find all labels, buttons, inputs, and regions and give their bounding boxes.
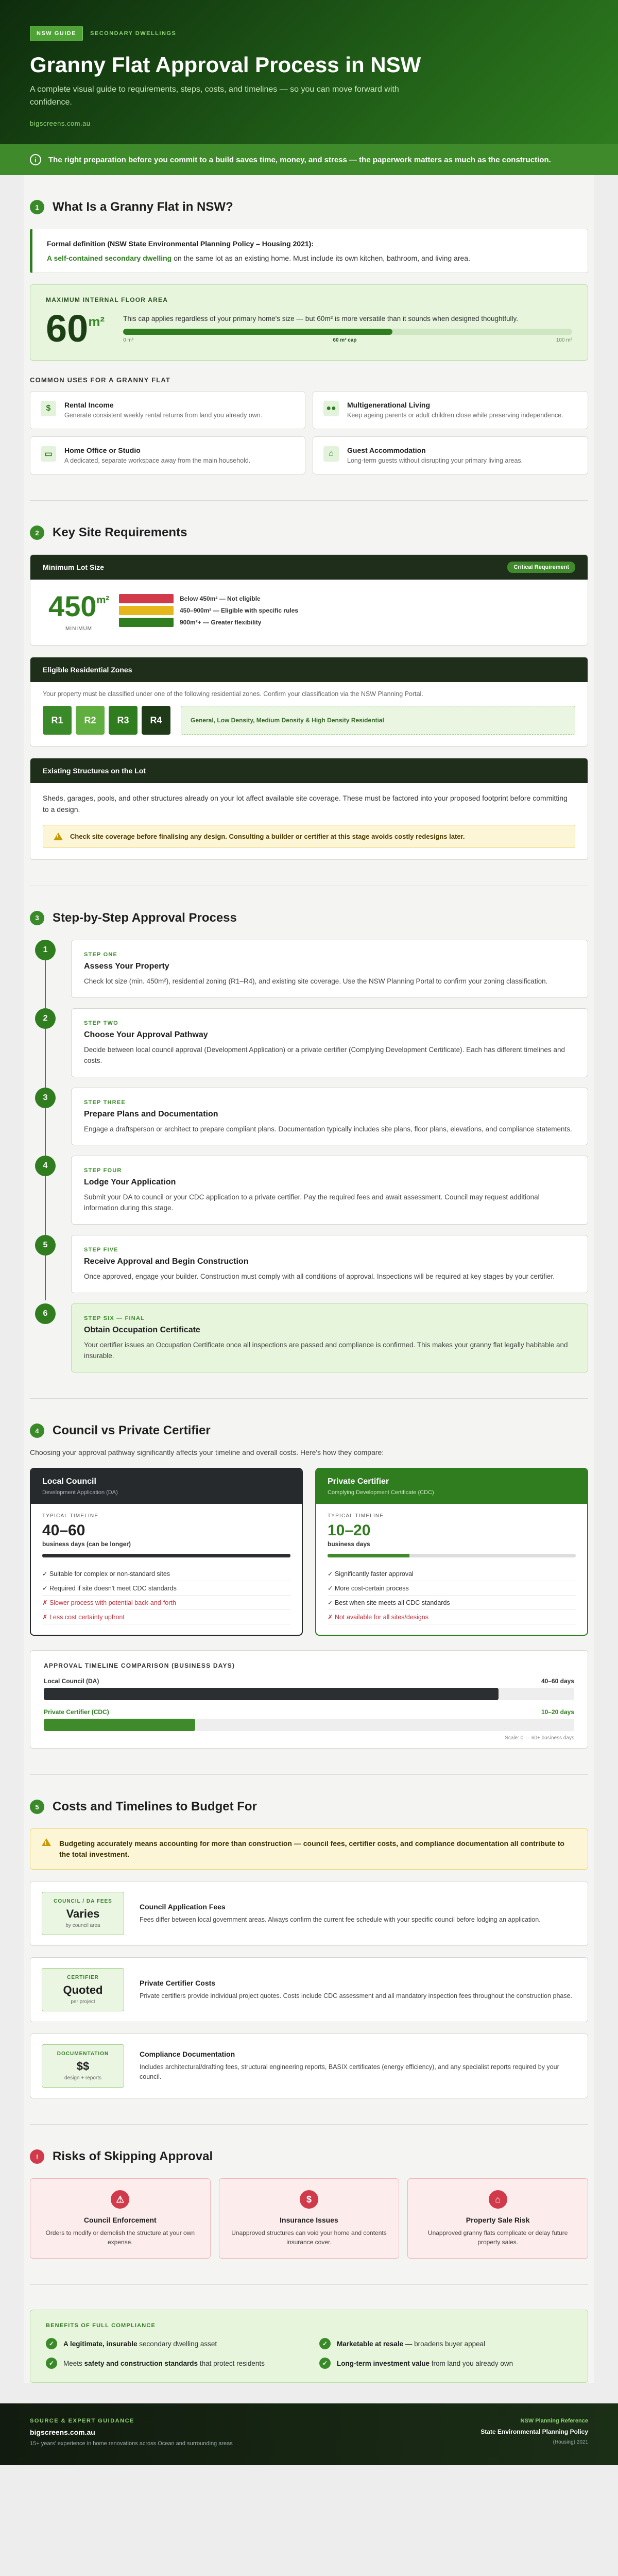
option-name: Private Certifier (328, 1477, 389, 1486)
step-desc: Check lot size (min. 450m²), residential zoning (R1–R4), and existing site coverage. Use the NSW Planning Portal to confirm your zoning classification. (84, 977, 548, 985)
step-label: STEP FIVE (84, 1247, 118, 1253)
check-icon: ✓ (46, 2338, 57, 2349)
timeline-value: 10–20 (328, 1522, 371, 1539)
page-subtitle: A complete visual guide to requirements, steps, costs, and timelines — so you can move forward with confidence. (30, 85, 399, 107)
floor-area-label: MAXIMUM INTERNAL FLOOR AREA (46, 296, 168, 303)
benefit-rest: secondary dwelling asset (137, 2340, 217, 2348)
scale-note: Scale: 0 — 60+ business days (505, 1735, 574, 1741)
use-title: Home Office or Studio (64, 446, 141, 454)
section-title: Council vs Private Certifier (53, 1423, 211, 1438)
warning-icon: ! (42, 1838, 51, 1846)
risk-card (407, 2178, 588, 2259)
cost-tag-note: by council area (65, 1923, 100, 1929)
floor-area-text: This cap applies regardless of your primary home's size — but 60m² is more versatile than it sounds when designed thoughtfully. (123, 314, 519, 323)
footer-reference-label: NSW Planning Reference (520, 2418, 588, 2425)
section-risks (30, 2125, 588, 2285)
step-label: STEP THREE (84, 1099, 126, 1106)
timeline-bar-fill (42, 1554, 290, 1557)
check-icon: ✓ (319, 2338, 331, 2349)
lot-swatch (119, 606, 174, 615)
lot-row-label: 900m²+ — Greater flexibility (180, 619, 262, 626)
step-title: Assess Your Property (84, 961, 169, 971)
step-title: Lodge Your Application (84, 1178, 176, 1187)
benefit-item (46, 2358, 299, 2369)
zone-r4: R4 (142, 706, 170, 735)
risk-desc: Orders to modify or demolish the structure at your own expense. (45, 2229, 195, 2246)
step-item-final (30, 1303, 588, 1372)
comparison-point: ✓ Best when site meets all CDC standards (328, 1596, 576, 1610)
section-title: Step-by-Step Approval Process (53, 910, 237, 925)
definition-box (30, 229, 588, 273)
benefit-bold: Marketable at resale (337, 2340, 404, 2348)
cost-item (30, 2033, 588, 2098)
banner-text: The right preparation before you commit to a build saves time, money, and stress — the paperwork matters as much as the construction. (48, 155, 551, 164)
dollar-icon: $ (300, 2190, 318, 2209)
risk-desc: Unapproved structures can void your home and contents insurance cover. (231, 2229, 387, 2246)
benefit-rest: from land you already own (430, 2359, 513, 2367)
timeline-label: TYPICAL TIMELINE (328, 1513, 384, 1519)
definition-text (47, 254, 573, 262)
risk-title: Council Enforcement (83, 2216, 157, 2225)
benefit-bold: A legitimate, insurable (63, 2340, 138, 2348)
timeline-bar (328, 1554, 576, 1557)
risks-grid (30, 2178, 588, 2259)
timeline-bar (42, 1554, 290, 1557)
card-title: Minimum Lot Size (43, 563, 104, 571)
benefits-card (30, 2310, 588, 2383)
home-icon: ⌂ (323, 446, 339, 462)
dollar-icon: $ (41, 401, 56, 416)
scale-cap: 60 m² cap (333, 337, 357, 343)
use-card (313, 391, 588, 429)
risk-title: Property Sale Risk (466, 2216, 530, 2225)
budget-warning-text: Budgeting accurately means accounting for more than construction — council fees, certifier costs, and compliance documentation all contribute to the total investment. (59, 1839, 564, 1859)
cost-tag-note: design + reports (64, 2075, 101, 2081)
use-card (30, 436, 305, 474)
use-title: Multigenerational Living (347, 401, 431, 409)
use-title: Guest Accommodation (347, 446, 426, 454)
lot-swatch (119, 618, 174, 627)
risk-card (219, 2178, 400, 2259)
lot-row-label: 450–900m² — Eligible with specific rules (180, 607, 299, 614)
lot-value-unit: m² (96, 595, 109, 606)
option-name: Local Council (42, 1477, 96, 1486)
footer-reference-title: State Environmental Planning Policy (480, 2428, 588, 2436)
uses-grid (30, 391, 588, 474)
lot-min-value (46, 592, 112, 632)
council-card (30, 1468, 303, 1636)
private-list (328, 1567, 576, 1624)
family-icon: ●● (323, 401, 339, 416)
step-number: 4 (35, 1156, 56, 1176)
step-title: Prepare Plans and Documentation (84, 1109, 218, 1118)
section-title: What Is a Granny Flat in NSW? (53, 200, 233, 214)
section-site-requirements (30, 501, 588, 886)
use-desc: Keep ageing parents or adult children close while preserving independence. (347, 412, 563, 419)
step-desc: Once approved, engage your builder. Construction must comply with all conditions of approval. Inspections will be required at key stages by your certifier. (84, 1273, 555, 1281)
timeline-label: TYPICAL TIMELINE (42, 1513, 99, 1519)
lot-row (119, 618, 298, 627)
main-content (24, 175, 594, 2383)
check-icon: ✓ (46, 2358, 57, 2369)
section-what-is (30, 175, 588, 501)
risk-card (30, 2178, 211, 2259)
timeline-unit: business days (328, 1540, 370, 1548)
timeline-bar-fill (328, 1554, 409, 1557)
definition-highlight: A self-contained secondary dwelling (47, 254, 172, 262)
definition-title: Formal definition (NSW State Environmental Planning Policy – Housing 2021): (47, 240, 314, 248)
lot-swatch (119, 594, 174, 603)
step-number: 2 (35, 1008, 56, 1029)
cost-item (30, 1957, 588, 2022)
floor-area-scale (123, 337, 572, 343)
step-title: Choose Your Approval Pathway (84, 1030, 208, 1039)
use-title: Rental Income (64, 401, 114, 409)
cost-desc: Includes architectural/drafting fees, structural engineering reports, BASIX certificates (energy efficiency), and any specialist reports required by your council. (140, 2063, 559, 2081)
step-item (30, 940, 588, 998)
section-steps (30, 886, 588, 1399)
benefit-bold: safety and construction standards (84, 2359, 198, 2367)
benefit-pre: Meets (63, 2359, 84, 2367)
footer-note: 15+ years' experience in home renovations across Ocean and surrounding areas (30, 2441, 233, 2447)
section-number: 5 (30, 1800, 44, 1814)
benefit-bold: Long-term investment value (337, 2359, 430, 2367)
bar-row (44, 1677, 574, 1700)
cost-desc: Fees differ between local government areas. Always confirm the current fee schedule with your specific council before lodging an application. (140, 1916, 541, 1923)
footer (0, 2403, 618, 2465)
zones-intro: Your property must be classified under one of the following residential zones. Confirm your classification via the NSW Planning Portal. (43, 690, 423, 698)
card-title: Existing Structures on the Lot (43, 767, 146, 775)
alert-icon: ⚠ (111, 2190, 129, 2209)
floor-area-card (30, 284, 588, 361)
category-label: SECONDARY DWELLINGS (90, 30, 177, 37)
footer-reference-year: (Housing) 2021 (553, 2439, 588, 2446)
comparison-grid (30, 1468, 588, 1636)
step-item (30, 1008, 588, 1077)
lot-legend (119, 594, 298, 630)
use-desc: A dedicated, separate workspace away from the main household. (64, 457, 251, 464)
timeline-value: 40–60 (42, 1522, 85, 1539)
use-card (313, 436, 588, 474)
step-item (30, 1235, 588, 1293)
definition-rest: on the same lot as an existing home. Must include its own kitchen, bathroom, and living area. (171, 254, 470, 262)
benefit-item (319, 2338, 572, 2349)
step-number: 5 (35, 1235, 56, 1256)
section-number: 2 (30, 526, 44, 540)
section-benefits (30, 2285, 588, 2383)
use-card (30, 391, 305, 429)
floor-value-unit: m² (88, 314, 105, 329)
step-desc: Decide between local council approval (Development Application) or a private certifier (Complying Development Certificate). Each has different timelines and costs. (84, 1045, 565, 1064)
lot-value-number: 450 (48, 590, 97, 622)
scale-max: 100 m² (556, 337, 572, 343)
cost-item (30, 1881, 588, 1946)
section-number: 3 (30, 911, 44, 925)
step-desc: Your certifier issues an Occupation Certificate once all inspections are passed and compliance is confirmed. This makes your granny flat legally habitable and insurable. (84, 1341, 568, 1360)
info-icon: i (30, 154, 41, 165)
cost-tag-label: DOCUMENTATION (57, 2051, 109, 2057)
hero (0, 0, 618, 144)
section-title: Key Site Requirements (53, 526, 187, 539)
benefits-heading: BENEFITS OF FULL COMPLIANCE (46, 2323, 156, 2329)
risk-title: Insurance Issues (280, 2216, 338, 2225)
step-item (30, 1156, 588, 1225)
timeline-comparison (30, 1650, 588, 1749)
card-title: Eligible Residential Zones (43, 666, 132, 674)
step-label: STEP SIX — FINAL (84, 1315, 145, 1322)
cost-tag (42, 1968, 124, 2011)
comparison-intro: Choosing your approval pathway significantly affects your timeline and overall costs. Here's how they compare: (30, 1448, 384, 1457)
lot-row (119, 606, 298, 615)
benefit-rest: that protect residents (198, 2359, 265, 2367)
floor-area-bar-fill (123, 329, 392, 335)
zone-r1: R1 (43, 706, 72, 735)
section-title: Risks of Skipping Approval (53, 2149, 213, 2164)
step-number: 1 (35, 940, 56, 960)
step-desc: Engage a draftsperson or architect to prepare compliant plans. Documentation typically includes site plans, floor plans, elevations, and compliance statements. (84, 1125, 572, 1133)
risk-desc: Unapproved granny flats complicate or delay future property sales. (427, 2229, 568, 2246)
benefit-item (46, 2338, 299, 2349)
section-costs (30, 1775, 588, 2125)
benefit-rest: — broadens buyer appeal (403, 2340, 486, 2348)
comparison-point: ✗ Not available for all sites/designs (328, 1610, 576, 1624)
uses-heading: COMMON USES FOR A GRANNY FLAT (30, 376, 171, 384)
cost-desc: Private certifiers provide individual project quotes. Costs include CDC assessment and all mandatory inspection fees throughout the construction phase. (140, 1992, 573, 1999)
lot-row (119, 594, 298, 603)
footer-site-link[interactable]: bigscreens.com.au (30, 2428, 95, 2437)
page-title: Granny Flat Approval Process in NSW (30, 53, 421, 77)
comparison-point: ✗ Slower process with potential back-and-forth (42, 1596, 290, 1610)
monitor-icon: ▭ (41, 446, 56, 462)
cost-tag-label: CERTIFIER (67, 1975, 99, 1981)
scale-min: 0 m² (123, 337, 134, 343)
timeline-unit: business days (can be longer) (42, 1540, 131, 1548)
step-desc: Submit your DA to council or your CDC application to a private certifier. Pay the required fees and await assessment. Council may request additional information during this stage. (84, 1193, 540, 1212)
lot-row-label: Below 450m² — Not eligible (180, 595, 261, 602)
cost-title: Private Certifier Costs (140, 1978, 216, 1987)
step-item (30, 1088, 588, 1146)
existing-text: Sheds, garages, pools, and other structures already on your lot affect available site coverage. These must be factored into your proposed footprint before committing to a design. (43, 794, 568, 814)
cost-title: Council Application Fees (140, 1902, 226, 1911)
alert-number: ! (30, 2149, 44, 2164)
certifier-bar (44, 1719, 195, 1731)
floor-area-bar (123, 329, 572, 335)
coverage-warning (43, 825, 575, 848)
cost-tag-value: Quoted (63, 1984, 103, 1997)
zone-r2: R2 (76, 706, 105, 735)
warning-text: Check site coverage before finalising any design. Consulting a builder or certifier at this stage avoids costly redesigns later. (70, 832, 465, 840)
bar-range: 40–60 days (541, 1677, 574, 1685)
floor-value-number: 60 (46, 307, 89, 350)
benefit-item (319, 2358, 572, 2369)
use-desc: Generate consistent weekly rental returns from land you already own. (64, 412, 263, 419)
step-title: Receive Approval and Begin Construction (84, 1257, 249, 1266)
critical-badge: Critical Requirement (507, 562, 575, 573)
use-desc: Long-term guests without disrupting your primary living areas. (347, 457, 523, 464)
step-label: STEP TWO (84, 1020, 118, 1026)
cost-tag (42, 2044, 124, 2088)
steps-timeline (30, 940, 588, 1372)
comparison-point: ✓ Suitable for complex or non-standard sites (42, 1567, 290, 1581)
step-title: Obtain Occupation Certificate (84, 1326, 200, 1335)
comparison-point: ✓ Required if site doesn't meet CDC standards (42, 1581, 290, 1596)
warning-icon: ! (54, 833, 63, 840)
footer-label: SOURCE & EXPERT GUIDANCE (30, 2418, 134, 2425)
zones-desc: General, Low Density, Medium Density & High Density Residential (181, 706, 575, 735)
bar-range: 10–20 days (541, 1708, 574, 1716)
option-sub: Complying Development Certificate (CDC) (328, 1489, 434, 1496)
lot-min-label: MINIMUM (65, 626, 92, 632)
cost-tag-value: Varies (66, 1907, 100, 1921)
section-number: 1 (30, 200, 44, 214)
cost-tag (42, 1892, 124, 1935)
cost-tag-value: $$ (76, 2060, 90, 2073)
option-sub: Development Application (DA) (42, 1489, 118, 1496)
budget-warning (30, 1828, 588, 1870)
bar-row (44, 1708, 574, 1731)
guide-badge: NSW GUIDE (30, 26, 83, 41)
check-icon: ✓ (319, 2358, 331, 2369)
section-number: 4 (30, 1423, 44, 1438)
cost-title: Compliance Documentation (140, 2050, 235, 2059)
section-comparison (30, 1399, 588, 1775)
cost-tag-label: COUNCIL / DA FEES (54, 1899, 112, 1905)
step-label: STEP ONE (84, 951, 118, 958)
private-certifier-card (315, 1468, 588, 1636)
zones-card (30, 657, 588, 747)
step-number: 6 (35, 1303, 56, 1324)
step-number: 3 (35, 1088, 56, 1108)
council-bar (44, 1688, 499, 1700)
step-label: STEP FOUR (84, 1167, 122, 1174)
bar-label: Private Certifier (CDC) (44, 1708, 109, 1716)
floor-area-value (46, 307, 105, 350)
comparison-point: ✓ Significantly faster approval (328, 1567, 576, 1581)
comparison-chart-title: APPROVAL TIMELINE COMPARISON (BUSINESS DAYS) (44, 1662, 235, 1670)
zone-r3: R3 (109, 706, 138, 735)
bar-label: Local Council (DA) (44, 1677, 99, 1685)
home-icon: ⌂ (489, 2190, 507, 2209)
comparison-point: ✗ Less cost certainty upfront (42, 1610, 290, 1624)
section-title: Costs and Timelines to Budget For (53, 1800, 257, 1814)
comparison-point: ✓ More cost-certain process (328, 1581, 576, 1596)
lot-size-card (30, 554, 588, 646)
council-list (42, 1567, 290, 1624)
site-link[interactable]: bigscreens.com.au (30, 119, 91, 127)
cost-tag-note: per project (71, 1999, 95, 2005)
existing-structures-card (30, 758, 588, 860)
info-banner (0, 144, 618, 175)
